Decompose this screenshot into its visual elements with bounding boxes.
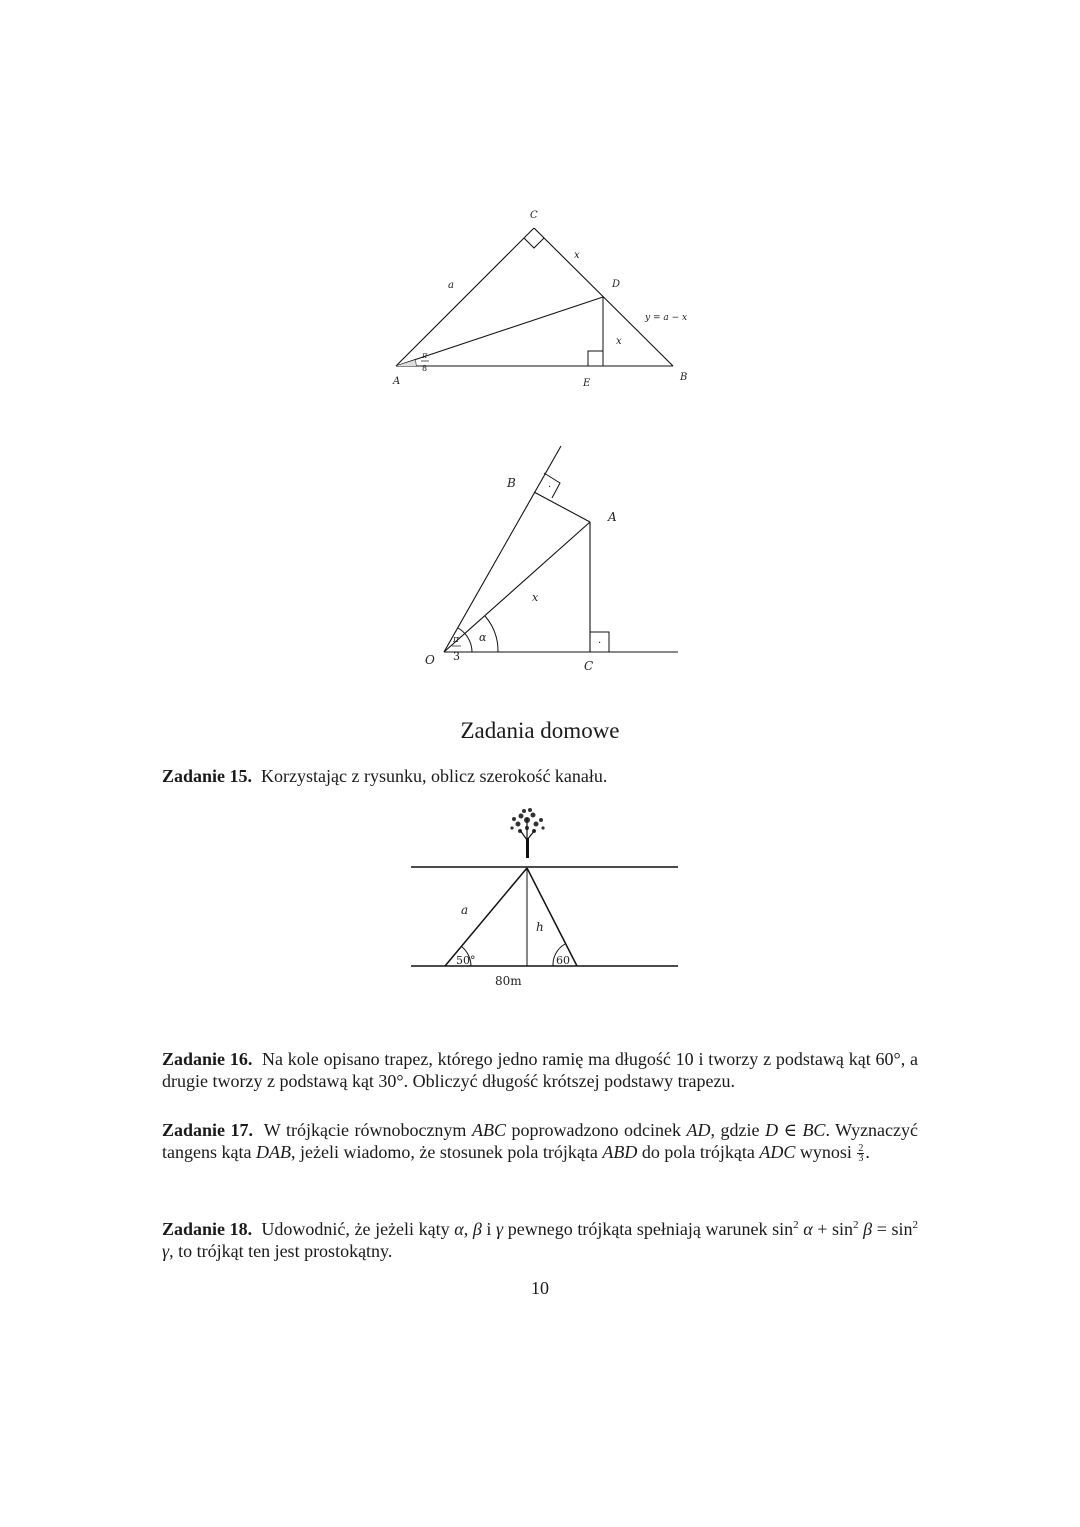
angle-a-numerator: π	[422, 351, 428, 360]
vertex-o-label: O	[425, 653, 435, 667]
math-beta: β	[858, 1219, 873, 1239]
task-18-title: Zadanie 18.	[162, 1219, 253, 1239]
figure-canal-svg	[0, 800, 1080, 1000]
math-abd: ABD	[602, 1142, 638, 1162]
fraction-two-thirds	[857, 1144, 864, 1163]
base-length-label: 80m	[495, 974, 522, 988]
math-exponent: 2	[912, 1219, 919, 1231]
right-angle-c-dot: ·	[598, 638, 602, 649]
task-17-text: W trójkącie równobocznym	[263, 1120, 472, 1140]
fraction-numerator: 2	[858, 1143, 864, 1155]
task-18-text: ,	[463, 1219, 473, 1239]
task-17	[162, 1119, 918, 1163]
right-angle-c-marker	[524, 238, 544, 248]
math-d-in-bc: D ∈ BC	[765, 1120, 826, 1140]
task-17-title: Zadanie 17.	[162, 1120, 254, 1140]
side-x-right-label: x	[616, 336, 622, 347]
side-x-top-label: x	[574, 250, 580, 261]
math-adc: ADC	[759, 1142, 796, 1162]
angle-o-denominator: 3	[453, 650, 460, 663]
figure-canal	[0, 800, 1080, 1000]
fraction-denominator: 3	[858, 1153, 864, 1165]
segment-a-label: a	[461, 903, 469, 917]
math-alpha: α	[454, 1219, 464, 1239]
vertex-e-label: E	[583, 378, 591, 389]
angle-alpha-arc	[485, 616, 498, 652]
segment-ab	[534, 492, 590, 522]
task-18-text: , to trójkąt ten jest prostokątny.	[169, 1241, 393, 1261]
task-17-text: . Wyznaczyć tangens kąta	[162, 1120, 919, 1162]
segment-h-label: h	[536, 920, 544, 934]
segment-right	[527, 868, 577, 966]
segment-x-label: x	[532, 591, 539, 604]
math-abc: ABC	[471, 1120, 506, 1140]
angle-50-label: 50°	[456, 954, 476, 967]
right-angle-b-marker	[544, 473, 560, 498]
task-17-text: , gdzie	[710, 1120, 766, 1140]
vertex-d-label: D	[612, 279, 621, 290]
section-heading: Zadania domowe	[460, 718, 620, 743]
angle-alpha-label: α	[479, 631, 487, 644]
task-15-title: Zadanie 15.	[162, 766, 253, 786]
vertex-a-label: A	[393, 376, 401, 387]
math-exponent: 2	[853, 1219, 859, 1231]
task-18-text: + sin	[812, 1219, 854, 1239]
side-ac	[396, 228, 534, 366]
vertex-c-label: C	[584, 659, 594, 673]
vertex-b-label: B	[680, 372, 688, 383]
ray-ob	[444, 446, 561, 652]
figure-angle-oab	[0, 410, 1080, 700]
tree-icon	[510, 808, 544, 858]
task-15-text: Korzystając z rysunku, oblicz szerokość kanału.	[261, 766, 608, 786]
task-18-text: Udowodnić, że jeżeli kąty	[261, 1219, 455, 1239]
angle-a-denominator: 8	[422, 364, 428, 373]
math-exponent: 2	[793, 1219, 799, 1231]
figure-triangle-abc	[0, 0, 1080, 410]
side-y-label: y = a − x	[645, 313, 688, 323]
task-15	[162, 765, 918, 787]
side-a-label: a	[448, 280, 454, 291]
task-16-text: Na kole opisano trapez, którego jedno ramię ma długość 10 i tworzy z podstawą kąt 60°, a drugie tworzy z podstawą kąt 30°. Obliczyć długość krótszej podstawy trapezu.	[162, 1049, 919, 1091]
right-angle-b-dot: ·	[548, 482, 552, 493]
segment-a	[445, 868, 527, 966]
math-dab: DAB	[255, 1142, 291, 1162]
angle-60-label: 60	[556, 954, 570, 967]
task-17-text: .	[865, 1142, 870, 1162]
vertex-c-label: C	[530, 210, 538, 221]
task-17-text: , jeżeli wiadomo, że stosunek pola trójkąta	[290, 1142, 603, 1162]
math-gamma: γ	[496, 1219, 504, 1239]
task-16	[162, 1048, 918, 1092]
task-17-text: poprowadzono odcinek	[505, 1120, 687, 1140]
figure-triangle-abc-svg	[0, 0, 1080, 410]
figure-angle-oab-svg	[0, 410, 1080, 700]
task-17-text: wynosi	[795, 1142, 857, 1162]
math-ad: AD	[686, 1120, 711, 1140]
task-16-title: Zadanie 16.	[162, 1049, 253, 1069]
math-beta: β	[472, 1219, 482, 1239]
task-18-text: = sin	[872, 1219, 913, 1239]
task-18-text: pewnego trójkąta spełniają warunek sin	[503, 1219, 794, 1239]
task-18-text: i	[481, 1219, 497, 1239]
angle-o-numerator: π	[453, 635, 459, 645]
vertex-b-label: B	[507, 476, 516, 490]
task-18	[162, 1214, 918, 1262]
angle-pi3-arc	[458, 628, 472, 652]
segment-oa	[444, 522, 590, 652]
page-number: 10	[531, 1278, 549, 1298]
math-alpha: α	[798, 1219, 813, 1239]
vertex-a-label: A	[608, 510, 617, 524]
task-17-text: do pola trójkąta	[637, 1142, 760, 1162]
math-gamma: γ	[162, 1241, 170, 1261]
right-angle-e-marker	[588, 351, 603, 366]
